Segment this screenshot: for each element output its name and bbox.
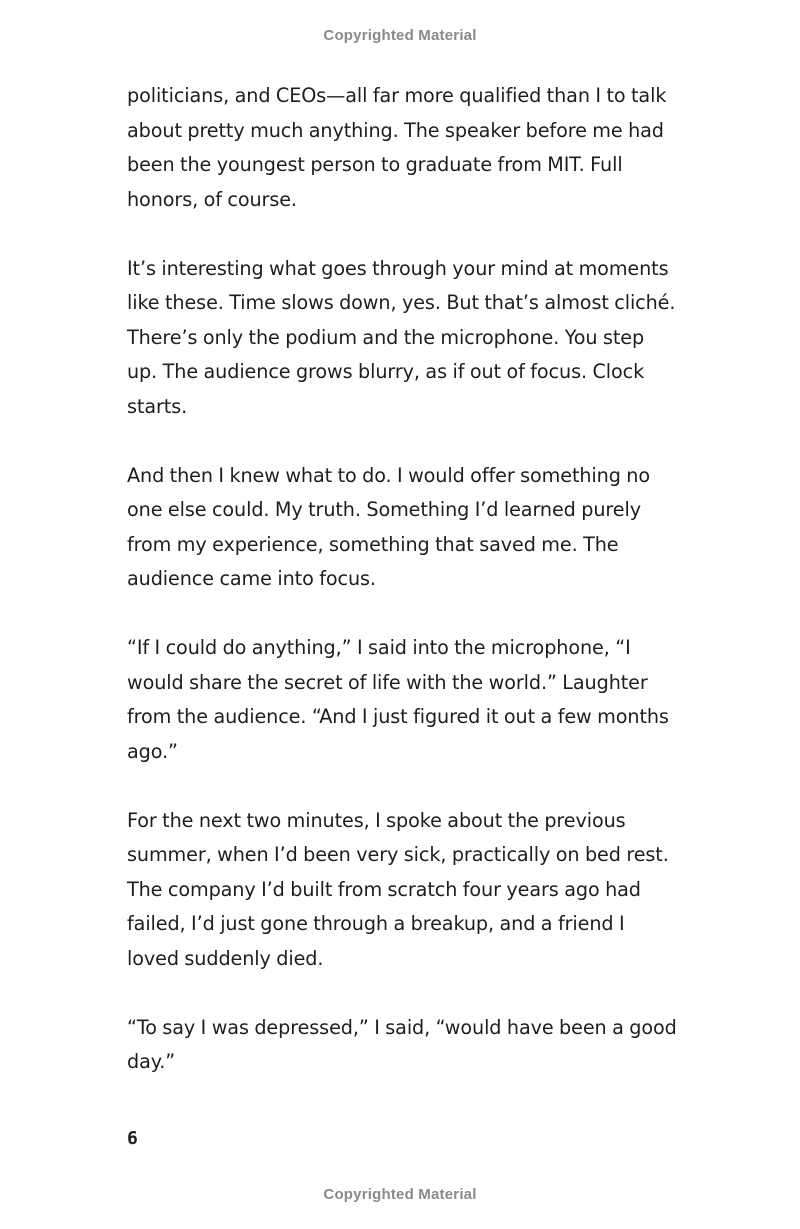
- page-body: [127, 79, 687, 1114]
- paragraph-4: “If I could do anything,” I said into the microphone, “I would share the secret of life with the world.” Laughter from the audience. “And I just figured it out a few months ago.”: [127, 636, 669, 763]
- paragraph-5: For the next two minutes, I spoke about the previous summer, when I’d been very sick, practically on bed rest. The company I’d built from scratch four years ago had failed, I’d just gone through a breakup, and a friend I loved suddenly died.: [127, 808, 669, 970]
- paragraph-1: politicians, and CEOs—all far more qualified than I to talk about pretty much anything. The speaker before me had been the youngest person to graduate from MIT. Full honors, of course.: [127, 84, 667, 211]
- page-number: 6: [127, 1128, 138, 1149]
- paragraph-6: “To say I was depressed,” I said, “would have been a good day.”: [127, 1015, 677, 1073]
- copyright-watermark-top: Copyrighted Material: [323, 27, 477, 44]
- paragraph-2: It’s interesting what goes through your mind at moments like these. Time slows down, yes. But that’s almost cliché. There’s only the podium and the microphone. You step up. The audience grows blurry, as if out of focus. Clock starts.: [127, 256, 676, 418]
- copyright-watermark-bottom: Copyrighted Material: [323, 1186, 477, 1203]
- paragraph-3: And then I knew what to do. I would offer something no one else could. My truth. Something I’d learned purely from my experience, something that saved me. The audience came into focus.: [127, 463, 651, 590]
